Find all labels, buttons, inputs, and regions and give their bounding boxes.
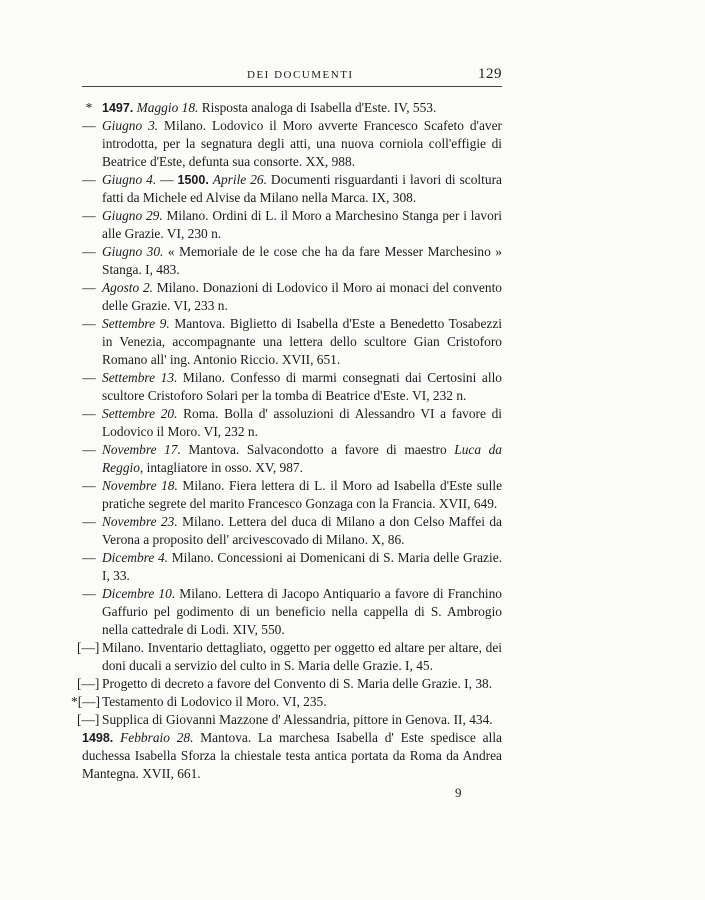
entry-marker: — — [82, 550, 96, 565]
entry-text: Milano. Confesso di marmi consegnati dai Certosini allo scultore Cristoforo Solari per la tomba di Beatrice d'Este. VI, 232 n. — [102, 370, 502, 403]
entry — [82, 513, 502, 549]
entry-date: Settembre 20. — [102, 406, 178, 421]
entry-year: 1497. — [102, 101, 134, 115]
entry-marker: [—] — [77, 640, 100, 655]
entry-marker: — — [82, 118, 96, 133]
entry-date: Giugno 30. — [102, 244, 164, 259]
running-header — [82, 66, 502, 86]
document-entries — [71, 99, 503, 783]
entry — [82, 549, 502, 585]
entry-marker: — — [82, 316, 96, 331]
header-rule — [82, 86, 502, 87]
entry-date: Giugno 4. — [102, 172, 157, 187]
entry — [82, 585, 502, 639]
entry-date-secondary: Aprile 26. — [212, 172, 267, 187]
entry-text: Milano. Fiera lettera di L. il Moro ad Isabella d'Este sulle pratiche segrete del marito Francesco Gonzaga con la Francia. XVII, 649. — [102, 478, 503, 511]
entry-text: Milano. Lettera di Jacopo Antiquario a favore di Franchino Gaffurio pel godimento di un beneficio nella cappella di S. Ambrogio nella cattedrale di Lodi. XIV, 550. — [102, 586, 502, 637]
entry-text-continued: intagliatore in osso. XV, 987. — [143, 460, 303, 475]
entry-text: Milano. Donazioni di Lodovico il Moro ai monaci del convento delle Grazie. VI, 233 n. — [102, 280, 502, 313]
entry-date: Novembre 18. — [102, 478, 178, 493]
entry — [82, 99, 502, 117]
entry-year: 1500. — [177, 173, 209, 187]
entry — [82, 315, 502, 369]
entry — [82, 171, 502, 207]
entry-marker: *[—] — [71, 694, 101, 709]
signature-mark: 9 — [455, 785, 462, 800]
running-title: DEI DOCUMENTI — [247, 69, 354, 81]
entry — [82, 477, 502, 513]
entry-marker: — — [82, 244, 96, 259]
entry-text: Progetto di decreto a favore del Convento di S. Maria delle Grazie. I, 38. — [102, 676, 493, 691]
entry — [77, 711, 502, 729]
entry-date: Novembre 23. — [102, 514, 178, 529]
entry-dash: — — [156, 172, 178, 187]
entry-year: 1498. — [82, 731, 114, 745]
entry-text: Milano. Lodovico il Moro avverte Francesco Scafeto d'aver introdotta, per la segnatura degli atti, una nuova corniola coll'effigie di Beatrice d'Este, defunta sua consorte. XX, 988. — [102, 118, 502, 169]
entry-marker: * — [85, 100, 93, 115]
entry-text: Mantova. La marchesa Isabella d' Este spedisce alla duchessa Isabella Sforza la chiestale testa antica portata da Roma da Andrea Mantegna. XVII, 661. — [82, 730, 502, 781]
entry-marker: — — [82, 442, 96, 457]
entry-date: Maggio 18. — [136, 100, 199, 115]
entry-text: Roma. Bolla d' assoluzioni di Alessandro VI a favore di Lodovico il Moro. VI, 232 n. — [102, 406, 502, 439]
entry — [82, 243, 502, 279]
entry-date: Agosto 2. — [102, 280, 154, 295]
entry-text: Mantova. Biglietto di Isabella d'Este a Benedetto Tosabezzi in Venezia, accompagnante una lettera dello scultore Gian Cristoforo Romano all' ing. Antonio Riccio. XVII, 651. — [102, 316, 503, 367]
entry-text: « Memoriale de le cose che ha da fare Messer Marchesino » Stanga. I, 483. — [102, 244, 502, 277]
entry-marker: — — [82, 370, 96, 385]
entry-marker: — — [82, 280, 96, 295]
entry — [82, 117, 502, 171]
entry — [82, 279, 502, 315]
entry — [82, 729, 502, 783]
entry-text: Milano. Concessioni ai Domenicani di S. Maria delle Grazie. I, 33. — [102, 550, 502, 583]
entry-italic-name: Luca da Reggio, — [102, 442, 502, 475]
entry-date: Dicembre 10. — [102, 586, 176, 601]
entry-date: Settembre 13. — [102, 370, 178, 385]
entry — [77, 639, 502, 675]
entry-date: Settembre 9. — [102, 316, 170, 331]
entry-text: Testamento di Lodovico il Moro. VI, 235. — [102, 694, 327, 709]
entry-text: Milano. Ordini di L. il Moro a Marchesino Stanga per i lavori alle Grazie. VI, 230 n. — [102, 208, 502, 241]
entry-text: Documenti risguardanti i lavori di scoltura fatti da Michele ed Alvise da Milano nella Marca. IX, 308. — [102, 172, 502, 205]
entry-date: Giugno 3. — [102, 118, 159, 133]
entry-marker: — — [82, 208, 96, 223]
entry-text: Risposta analoga di Isabella d'Este. IV, 553. — [198, 100, 437, 115]
entry — [71, 693, 502, 711]
entry-marker: [—] — [77, 712, 100, 727]
entry-marker: — — [82, 586, 96, 601]
entry-marker: — — [82, 406, 96, 421]
entry-marker: — — [82, 172, 96, 187]
entry-text: Supplica di Giovanni Mazzone d' Alessandria, pittore in Genova. II, 434. — [102, 712, 493, 727]
entry — [82, 207, 502, 243]
entry-marker: — — [82, 478, 96, 493]
entry-date: Dicembre 4. — [102, 550, 169, 565]
entry-text: Mantova. Salvacondotto a favore di maestro — [180, 442, 455, 457]
entry-date: Febbraio 28. — [120, 730, 194, 745]
entry-text: Milano. Lettera del duca di Milano a don Celso Maffei da Verona a proposito dell' arcivescovado di Milano. X, 86. — [102, 514, 503, 547]
entry-marker: [—] — [77, 676, 100, 691]
entry — [82, 405, 502, 441]
entry — [82, 441, 502, 477]
page-number: 129 — [478, 66, 502, 82]
entry-marker: — — [82, 514, 96, 529]
entry — [82, 369, 502, 405]
entry-date: Novembre 17. — [102, 442, 181, 457]
entry — [77, 675, 502, 693]
entry-text: Milano. Inventario dettagliato, oggetto per oggetto ed altare per altare, dei doni ducali a servizio del culto in S. Maria delle Grazie. I, 45. — [102, 640, 502, 673]
entry-date: Giugno 29. — [102, 208, 163, 223]
